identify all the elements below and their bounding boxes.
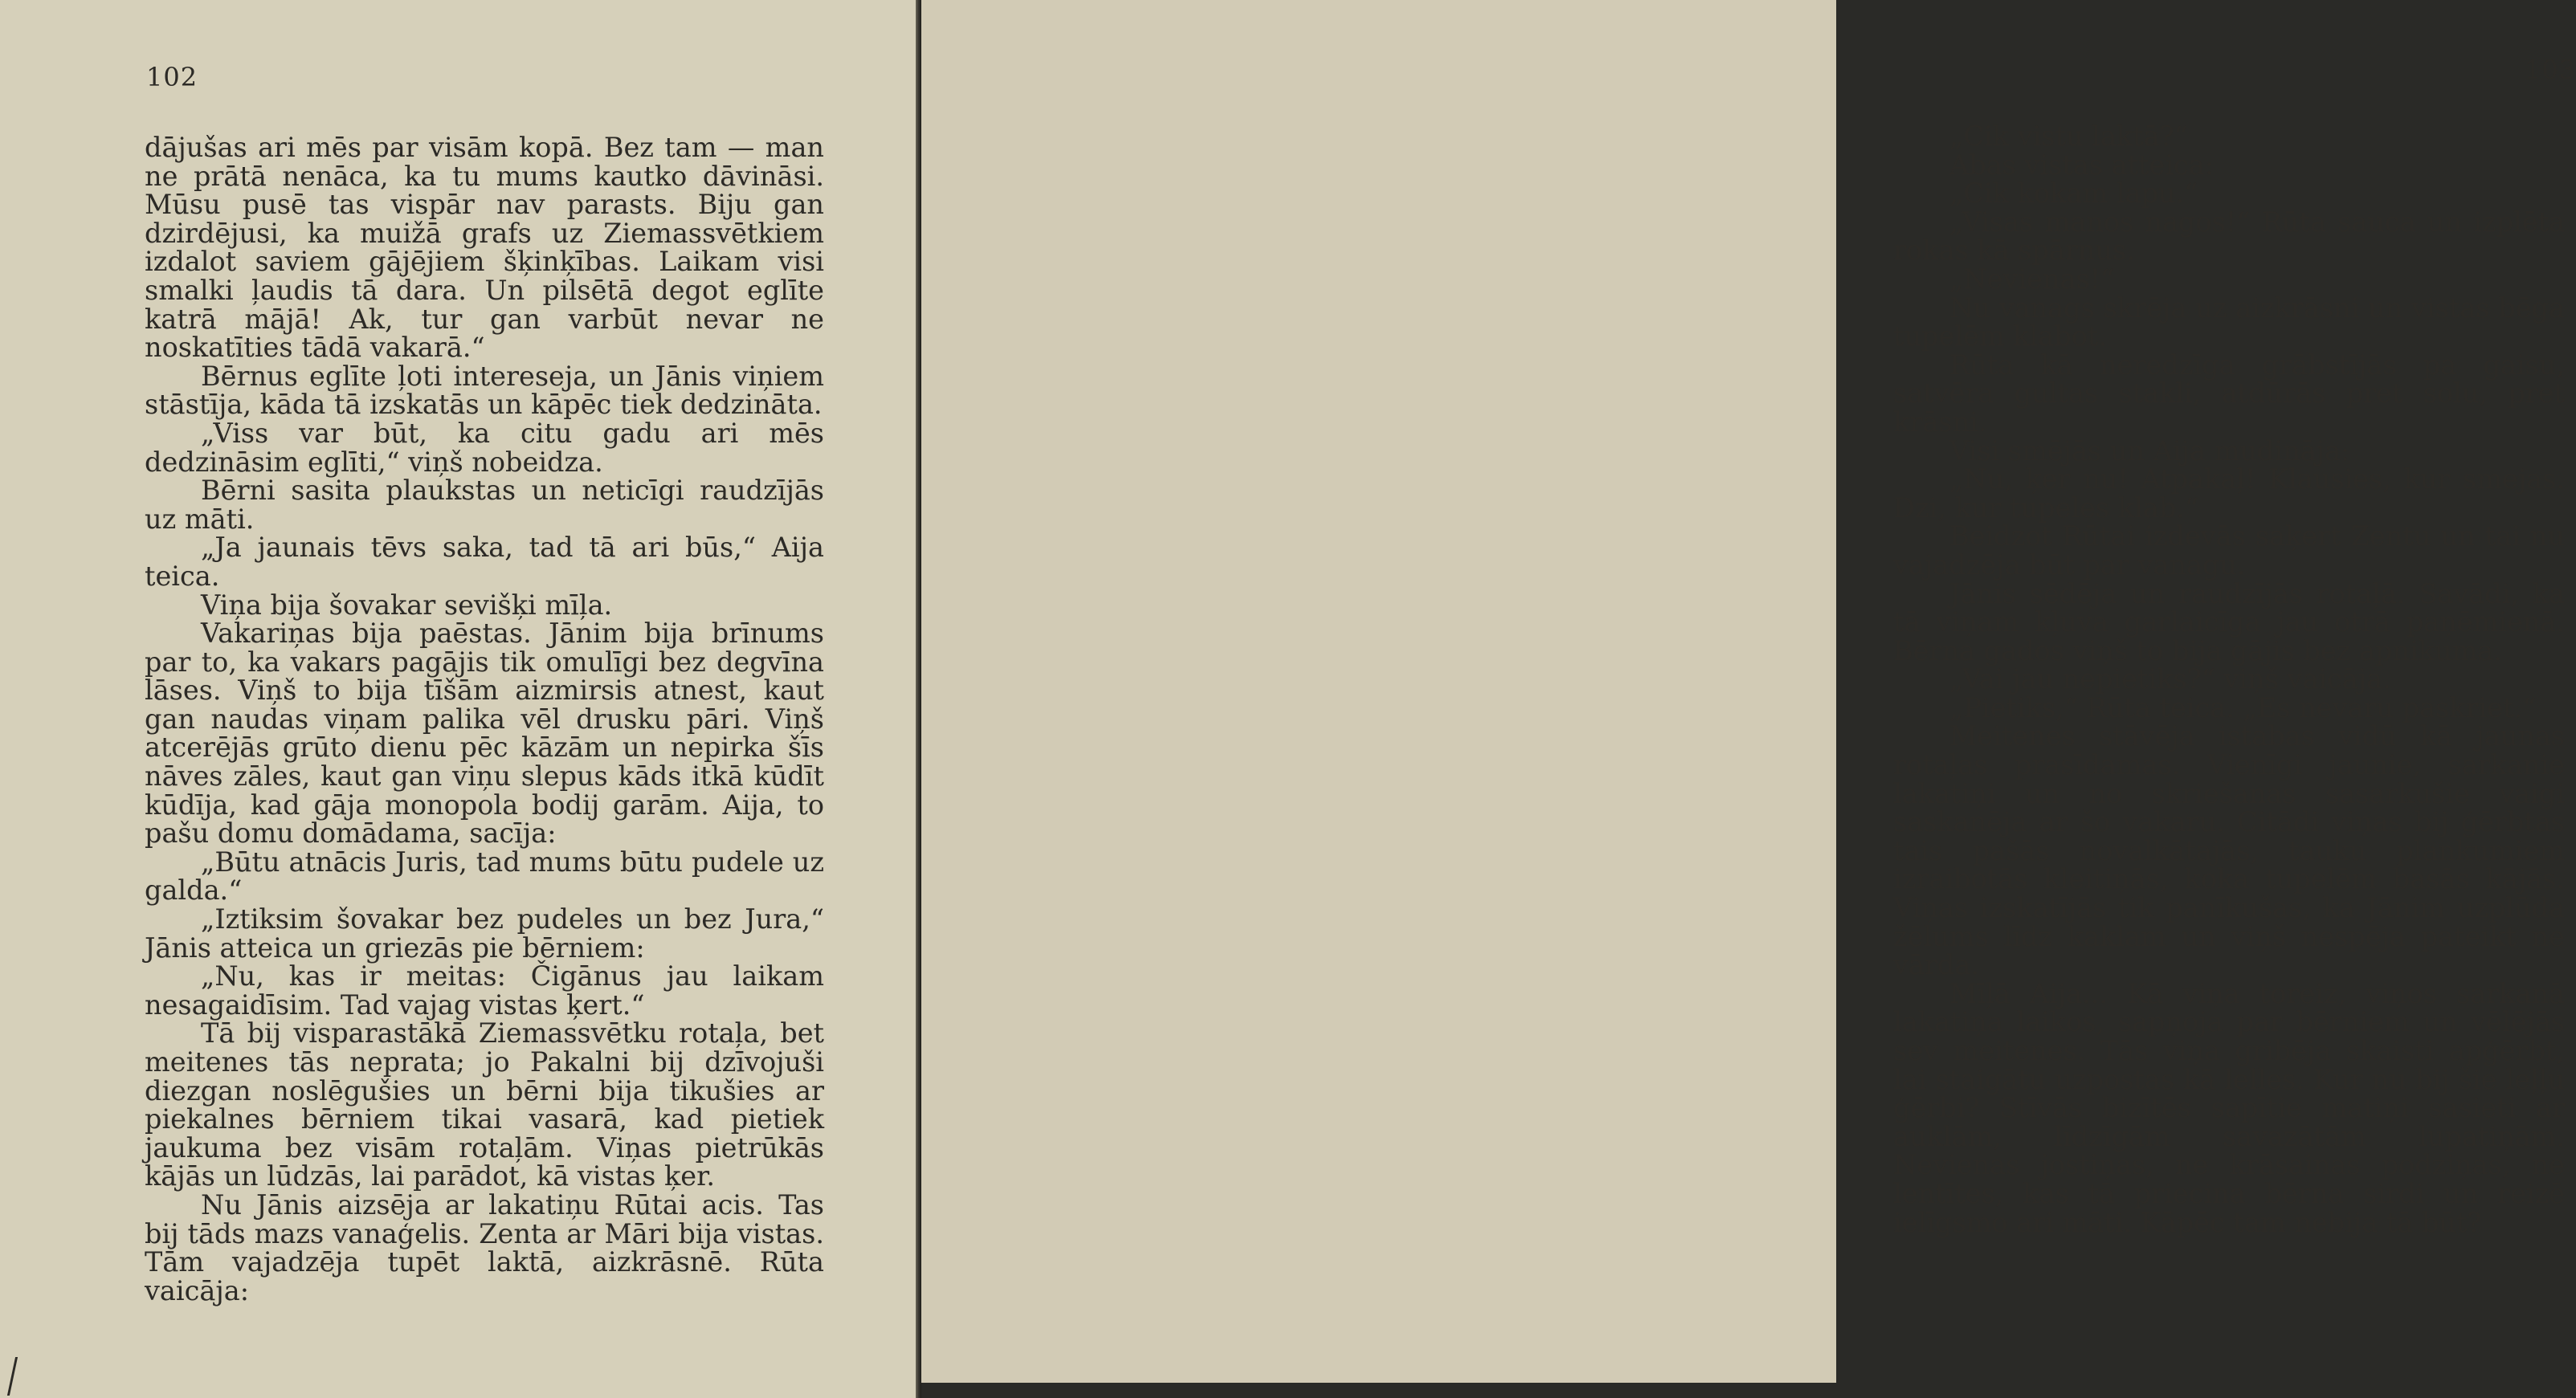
paragraph: „Visas manos nagos!“ Rūta sauca un izplēta rokas kā spārnus. (1893, 206, 2565, 267)
paragraph: Visi smējās un Aija mudināja: (1949, 434, 2350, 467)
paragraph: Beidzot Rūtai izdevās saķert Zentu un tai nu vajadzēja būt par vanagu. (1893, 520, 2565, 581)
paragraph: „Vai jau nepietiks?“ viņš vaicāja. (1949, 663, 2391, 695)
paragraph: Rūta kā neredzīga grābstījās pa gaisu, satvēra gultas stakli, atdūrās pret solu, pret krāsni. (1893, 348, 2565, 438)
paragraph: „Viss var būt, ka citu gadu ari mēs dedzināsim eglīti,“ viņš nobeidza. (145, 417, 824, 478)
right-page-text (1893, 122, 2565, 1237)
left-page (0, 0, 916, 1398)
paragraph: „Būtu atnācis Juris, tad mums būtu pudele uz galda.“ (145, 846, 824, 907)
book-spine (916, 0, 921, 1398)
paragraph: Bērnus eglīte ļoti intereseja, un Jānis viņiem stāstīja, kāda tā izskatās un kāpēc tiek dedzināta. (145, 360, 824, 421)
paragraph: „Nu, ķer nu! Atpakaļ! Klausies, kur smejas. Dzi, kur tupeles klab.“ (1893, 463, 2565, 524)
paragraph: „Nu, kas ir meitas: Čigānus jau laikam nesagaidīsim. Tad vajag vistas ķert.“ (145, 960, 824, 1021)
paragraph: Viņa bija šovakar sevišķi mīļa. (201, 589, 613, 621)
paragraph: Jānis sēdēja un raudzījās rotaļā. Savādi, ka tā viņam kļuva garlaicīga jau otrā paņēmienā. Bērna gados viņš to bija gājis bez apnikuma. (1893, 577, 2565, 666)
paragraph: Mīļā Aija... Kā viņa toreiz, viņos sarkanā lakatiņa laikos, sapņoja par bērniem un vēlējās sev meitenes. Tās viņa gribēja skaisti apģērbt, lai staigātu uzpostas kā lelles. Kur nu bij šie leļļu ģērbi? Stīvās bizītēs sapītie matiņi sasieti ar auklām, līdzīgām savazātām lupatiņām. Nevienas jostiņas, ne krāsainas podziņas, ne lentītes, kas tā priecina bērna sirdi un reizē ielīgsmo ari māti. Kāpēc tam nebija tā būt? (1893, 977, 2565, 1238)
paragraph: Tā bij visparastākā Ziemassvētku rotaļa, bet meitenes tās neprata; jo Pakalni bij dzīvojuši diezgan noslēgušies un bērni bija tikušies ar piekalnes bērniem tikai vasarā, kad pietiek jaukuma bez visām rotaļām. Viņas pietrūkās kājās un lūdzās, lai parādot, kā vistas ķer. (145, 1017, 824, 1192)
paragraph: „Cik kokam lapu.“ (1949, 177, 2198, 210)
page-number-right: 103 (2525, 55, 2576, 85)
paragraph: Nu Jānis aizsēja ar lakatiņu Rūtai acis. Tas bij tāds mazs vanaģelis. Zenta ar Māri bija vistas. Tām vajadzēja tupēt laktā, aizkrāsnē. Rūta vaicāja: (145, 1188, 824, 1306)
paragraph: Nu vanags skrēja uz aizkrāsni un vistas bēga tupelēm klabot. (1893, 291, 2565, 353)
paragraph: „Pietiks,“ Rūta teica. „Es nevaru paskriet.“ (1949, 691, 2537, 723)
page-number-left: 102 (146, 62, 198, 92)
paragraph: Bērni sasita plaukstas un neticīgi raudzījās uz māti. (145, 475, 824, 535)
paragraph: dājušas ari mēs par visām kopā. Bez tam — man ne prātā nenāca, ka tu mums kautko dāvināsi. Mūsu pusē tas vispār nav parasts. Biju gan dzirdējusi, ka muižā grafs uz Ziemassvētkiem izdalot saviem gājējiem šķinķības. Laikam visi smalki ļaudis tā dara. Un pilsētā degot eglīte katrā mājā! Ak, tur gan varbūt nevar ne noskatīties tādā vakarā.“ (145, 132, 824, 364)
paragraph: Meitenes stāvēja istabas vidū kā jaunas rotaļas prasīdamas. Vienīgi jaunie, sarkanie lakatiņi un no skriešanas sasarkušie vaigi saskanēja ar šo vakaru. Citādi viņas bij ģērbtas tais pašās novalkātajās, tauku plankumiem izraibotās kleitiņās, koka tupelēm basās kājās. Viņas izskatījās tik panīkušas, ka Jānim uzplūda žēlums līdz kaklam un viņš nespēja pateikt ne vārda. (1893, 720, 2565, 981)
paragraph: „Nevienas!“ (1949, 263, 2115, 295)
paragraph: Vakariņas bija paēstas. Jānim bija brīnums par to, ka vakars pagājis tik omulīgi bez degvīna lāses. Viņš to bija tīšām aizmirsis atnest, kaut gan naudas viņam palika vēl drusku pāri. Viņš atcerējās grūto dienu pēc kāzām un nepirka šīs nāves zāles, kaut gan viņu slepus kāds itkā kūdīt kūdīja, kad gāja monopola bodij garām. Aija, to pašu domu domādama, sacīja: (145, 617, 824, 850)
right-page (921, 0, 2576, 1383)
paragraph: „Iztiksim šovakar bez pudeles un bez Jura,“ Jānis atteica un griezās pie bērniem: (145, 903, 824, 964)
left-page-text (145, 133, 824, 1305)
paragraph: Abas vistas atteica: (1949, 149, 2215, 181)
paragraph: „Cik vistu laktā?“ (1949, 120, 2188, 152)
paragraph: „Ja jaunais tēvs saka, tad tā ari būs,“ Aija teica. (145, 532, 824, 592)
